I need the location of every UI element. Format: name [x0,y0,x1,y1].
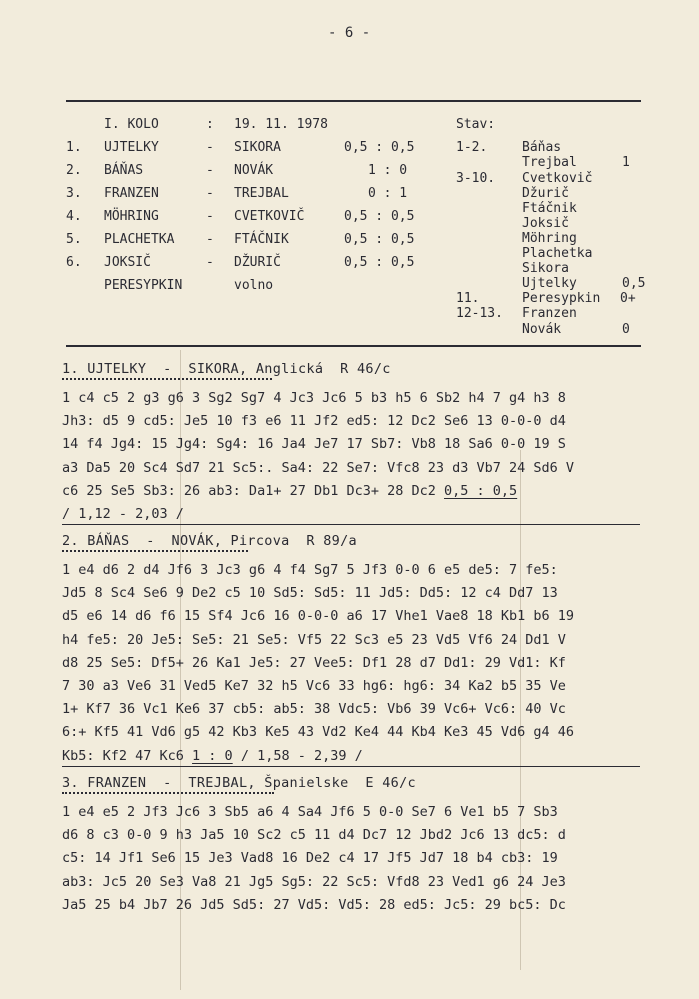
standings-points: 0,5 [622,276,646,291]
white-player: UJTELKY [104,140,159,155]
game-moves [62,387,652,526]
standings-rank: 1-2. [456,140,488,155]
move-line: d8 25 Se5: Df5+ 26 Ka1 Je5: 27 Vee5: Df1 28 d7 Dd1: 29 Vd1: Kf [62,654,566,671]
move-line: a3 Da5 20 Sc4 Sd7 21 Sc5:. Sa4: 22 Se7: Vfc8 23 d3 Vb7 24 Sd6 V [62,459,575,476]
move-line: 6:+ Kf5 41 Vd6 g5 42 Kb3 Ke5 43 Vd2 Ke4 44 Kb4 Ke3 45 Vd6 g4 46 [62,724,575,741]
game-separator [62,524,640,525]
white-player: BÁŇAS [104,163,144,178]
pairing-result: 0,5 : 0,5 [344,209,415,224]
standings-rank: 11. [456,291,480,306]
move-line-with-result [62,480,652,503]
pairing-number: 5. [66,232,82,247]
standings-name: Möhring [522,231,577,246]
pairing-dash: - [206,232,214,247]
move-line: Jh3: d5 9 cd5: Je5 10 f3 e6 11 Jf2 ed5: 12 Dc2 Se6 13 0-0-0 d4 [62,413,566,430]
standings-name: Peresypkin [522,291,601,306]
standings-name: Báňas [522,140,562,155]
pairing-dash: - [206,255,214,270]
move-line: d5 e6 14 d6 f6 15 Sf4 Jc6 16 0-0-0 a6 17 Vhe1 Vae8 18 Kb1 b6 19 [62,608,575,625]
standings-name: Plachetka [522,246,593,261]
heading-dotted-underline [62,378,272,380]
pairing-result: 1 : 0 [368,163,408,178]
move-line: ab3: Jc5 20 Se3 Va8 21 Jg5 Sg5: 22 Sc5: Vfd8 23 Ved1 g6 24 Je3 [62,873,566,890]
pairing-number: 4. [66,209,82,224]
pairing-result: 0,5 : 0,5 [344,255,415,270]
game-moves [62,559,652,768]
standings-points: 0+ [620,291,636,306]
page-number: - 6 - [328,25,371,41]
standings-name: Joksič [522,216,569,231]
move-line: Kb5: Kf2 47 Kc6 [62,747,193,764]
pairing-dash: - [206,209,214,224]
move-line: 1+ Kf7 36 Vc1 Ke6 37 cb5: ab5: 38 Vdc5: Vb6 39 Vc6+ Vc6: 40 Vc [62,701,566,718]
black-player: SIKORA [234,140,281,155]
black-player: DŽURIČ [234,255,281,270]
black-player: CVETKOVIČ [234,209,305,224]
black-player: FTÁČNIK [234,232,289,247]
pairing-number: 3. [66,186,82,201]
move-line: d6 8 c3 0-0 9 h3 Ja5 10 Sc2 c5 11 d4 Dc7 12 Jbd2 Jc6 13 dc5: d [62,827,566,844]
round-title: I. KOLO [104,117,159,132]
score-line: / 1,58 - 2,39 / [232,747,363,764]
top-rule [66,100,641,102]
game-result: 0,5 : 0,5 [444,482,518,499]
standings-name: Novák [522,322,562,337]
standings-name: Cvetkovič [522,171,593,186]
move-line: 1 c4 c5 2 g3 g6 3 Sg2 Sg7 4 Jc3 Jc6 5 b3 h5 6 Sb2 h4 7 g4 h3 8 [62,390,566,406]
pairing-number: 1. [66,140,82,155]
standings-name: Trejbal [522,155,577,170]
standings-title: Stav: [456,117,496,132]
standings-points: 1 [622,155,630,170]
standings-name: Franzen [522,306,577,321]
move-line: 7 30 a3 Ve6 31 Ved5 Ke7 32 h5 Vc6 33 hg6: hg6: 34 Ka2 b5 35 Ve [62,677,566,694]
standings-name: Džurič [522,186,569,201]
game-heading: 3. FRANZEN - TREJBAL, Španielske E 46/c [62,775,416,791]
pairing-number: 6. [66,255,82,270]
pairing-dash: - [206,186,214,201]
heading-dotted-underline [62,792,274,794]
move-line: Jd5 8 Sc4 Se6 9 De2 c5 10 Sd5: Sd5: 11 Jd5: Dd5: 12 c4 Dd7 13 [62,585,558,602]
standings-points: 0 [622,322,630,337]
move-line: 14 f4 Jg4: 15 Jg4: Sg4: 16 Ja4 Je7 17 Sb7: Vb8 18 Sa6 0-0 19 S [62,436,566,453]
move-line-with-result [62,745,652,768]
game-result: 1 : 0 [192,747,233,764]
white-player: PLACHETKA [104,232,175,247]
pairing-result: 0,5 : 0,5 [344,140,415,155]
game-separator [62,766,640,767]
pairing-result: 0 : 1 [368,186,408,201]
round-date: 19. 11. 1978 [234,117,328,132]
bye-player: PERESYPKIN [104,278,183,293]
black-player: TREJBAL [234,186,289,201]
pairing-result: 0,5 : 0,5 [344,232,415,247]
game-heading: 1. UJTELKY - SIKORA, Anglická R 46/c [62,361,391,377]
standings-name: Ujtelky [522,276,577,291]
move-line: Ja5 25 b4 Jb7 26 Jd5 Sd5: 27 Vd5: Vd5: 28 ed5: Jc5: 29 bc5: Dc [62,896,566,913]
black-player: NOVÁK [234,163,274,178]
score-line: / 1,12 - 2,03 / [62,505,184,522]
section-rule [66,345,641,347]
move-line: c6 25 Se5 Sb3: 26 ab3: Da1+ 27 Db1 Dc3+ 28 Dc2 [62,482,445,499]
move-line: 1 e4 d6 2 d4 Jf6 3 Jc3 g6 4 f4 Sg7 5 Jf3 0-0 6 e5 de5: 7 fe5: [62,562,558,578]
move-line: h4 fe5: 20 Je5: Se5: 21 Se5: Vf5 22 Sc3 e5 23 Vd5 Vf6 24 Dd1 V [62,631,566,648]
pairing-dash: - [206,163,214,178]
standings-name: Ftáčnik [522,201,577,216]
move-line: c5: 14 Jf1 Se6 15 Je3 Vad8 16 De2 c4 17 Jf5 Jd7 18 b4 cb3: 19 [62,850,558,867]
white-player: JOKSIČ [104,255,151,270]
standings-name: Sikora [522,261,569,276]
move-line: 1 e4 e5 2 Jf3 Jc6 3 Sb5 a6 4 Sa4 Jf6 5 0-0 Se7 6 Ve1 b5 7 Sb3 [62,804,558,820]
pairing-number: 2. [66,163,82,178]
standings-rank: 12-13. [456,306,503,321]
game-heading: 2. BÁŇAS - NOVÁK, Pircova R 89/a [62,533,357,549]
white-player: FRANZEN [104,186,159,201]
white-player: MÖHRING [104,209,159,224]
bye-label: volno [234,278,274,293]
standings-rank: 3-10. [456,171,496,186]
heading-dotted-underline [62,550,248,552]
game-moves [62,801,652,917]
pairing-dash: - [206,140,214,155]
round-colon: : [206,117,214,132]
